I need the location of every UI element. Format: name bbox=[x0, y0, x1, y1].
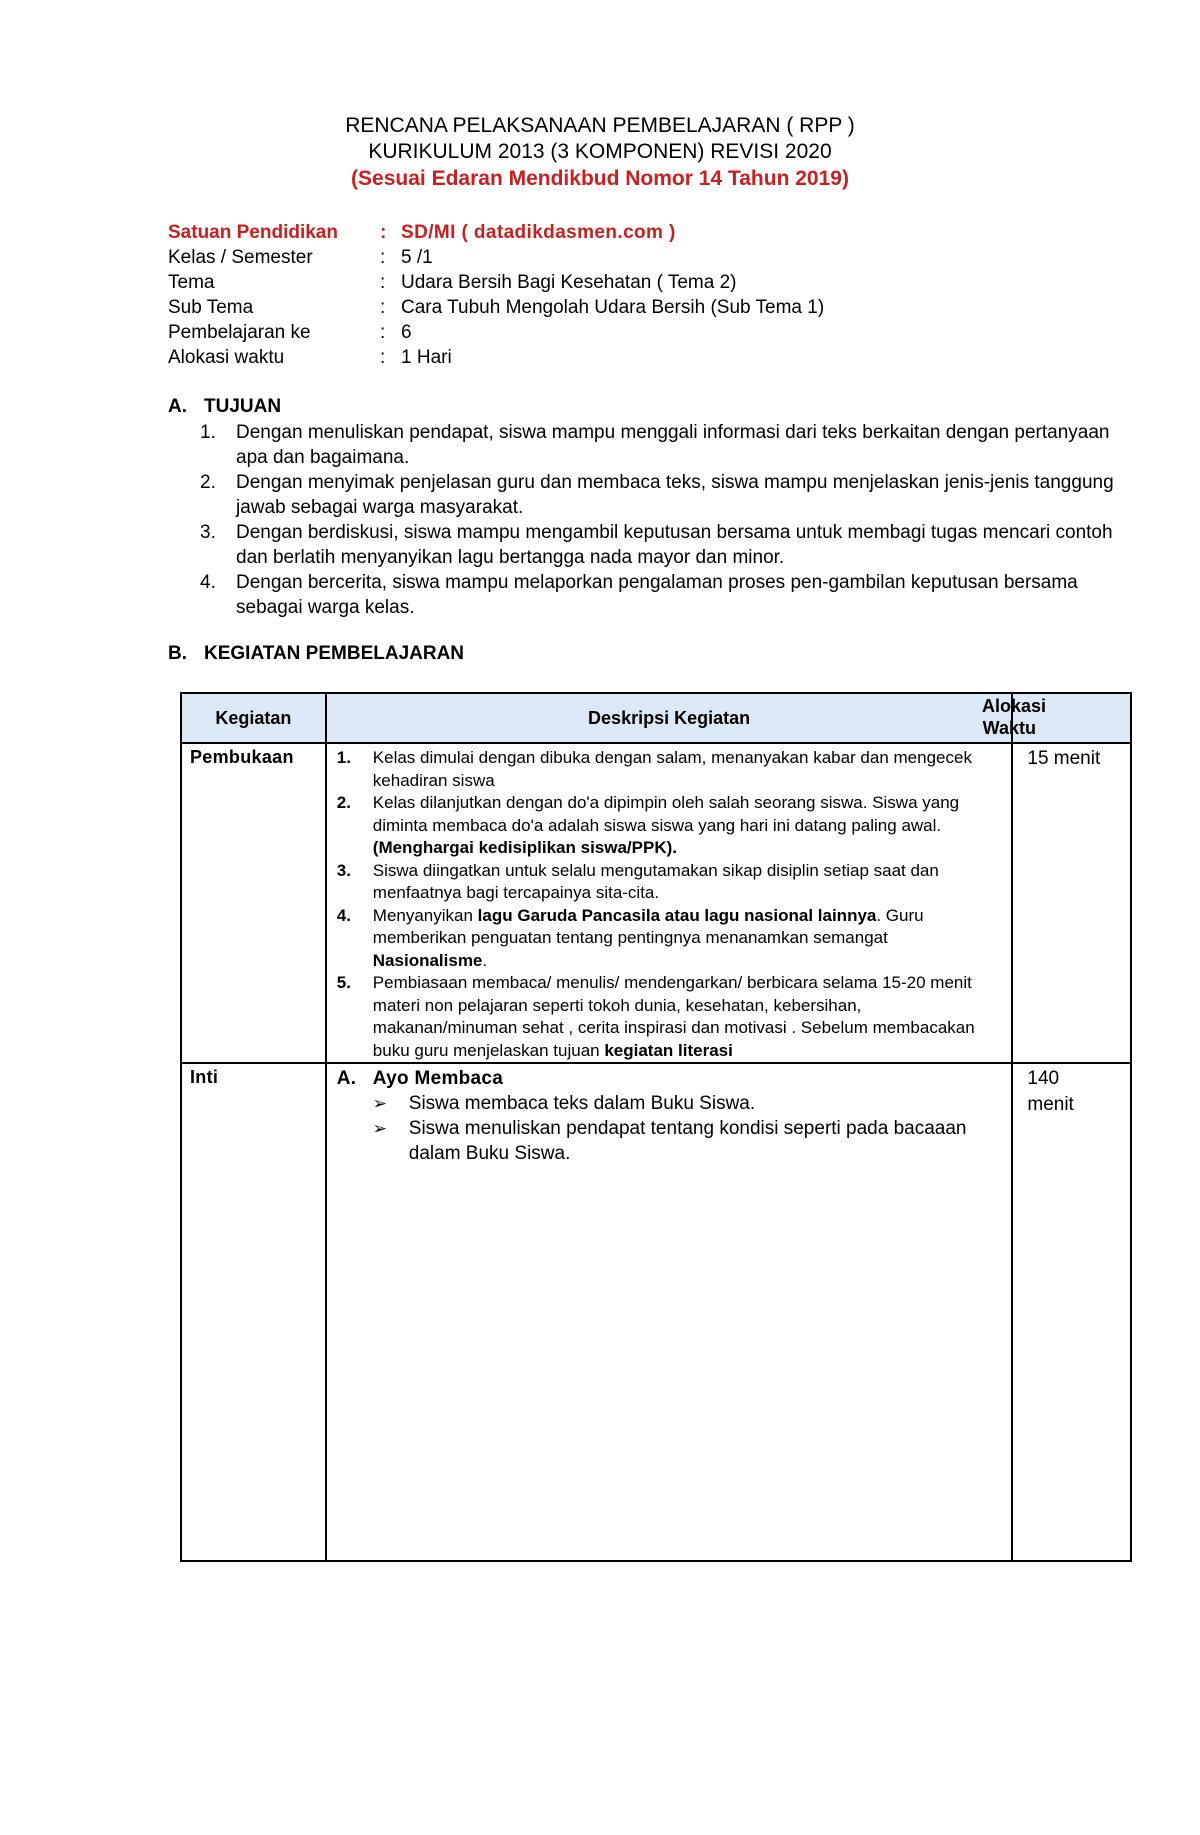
list-item bbox=[200, 470, 1120, 520]
meta-colon: : bbox=[380, 347, 386, 368]
bullet-text: Siswa membaca teks dalam Buku Siswa. bbox=[408, 1093, 756, 1114]
row-time-unit: menit bbox=[1027, 1094, 1074, 1115]
meta-colon: : bbox=[380, 322, 386, 343]
row-name-cell bbox=[181, 743, 326, 1063]
meta-row-tema bbox=[168, 272, 824, 297]
section-title: TUJUAN bbox=[204, 396, 282, 417]
section-heading-tujuan bbox=[168, 396, 281, 418]
meta-colon: : bbox=[380, 247, 386, 268]
step-text: Siswa diingatkan untuk selalu mengutamakan sikap disiplin setiap saat dan menfaatnya bagi tercapainya sita-cita. bbox=[372, 860, 939, 902]
step-text bbox=[373, 905, 1006, 973]
row-name-cell bbox=[181, 1063, 326, 1561]
item-number: 4. bbox=[200, 572, 216, 593]
meta-value: 1 Hari bbox=[401, 347, 452, 368]
arrow-bullet-icon: ➢ bbox=[372, 1119, 388, 1138]
doc-subtitle: KURIKULUM 2013 (3 KOMPONEN) REVISI 2020 bbox=[368, 140, 832, 163]
list-item bbox=[200, 520, 1120, 570]
step-text-part: . Guru memberikan penguatan tentang pentingnya menanamkan semangat bbox=[372, 905, 924, 947]
header-alokasi-line2: Waktu bbox=[982, 718, 1036, 738]
step-number: 4. bbox=[336, 905, 351, 925]
header-deskripsi: Deskripsi Kegiatan bbox=[326, 693, 1013, 743]
row-time-cell bbox=[1012, 743, 1131, 1063]
step-text-part: Kelas dilanjutkan dengan do'a dipimpin oleh salah seorang siswa. Siswa yang diminta membaca do'a adalah siswa siswa yang hari ini datang paling awal. bbox=[372, 793, 960, 835]
row-description-cell bbox=[326, 743, 1013, 1063]
item-number: 3. bbox=[200, 522, 216, 543]
meta-value: 5 /1 bbox=[401, 247, 433, 268]
goals-list bbox=[200, 420, 1120, 620]
meta-row-subtema bbox=[168, 297, 824, 322]
step-number: 2. bbox=[336, 793, 351, 812]
item-number: 1. bbox=[200, 422, 216, 443]
step-text-bold: lagu Garuda Pancasila atau lagu nasional lainnya bbox=[477, 905, 877, 925]
inti-content bbox=[327, 1064, 1012, 1166]
step-text-part: Menyanyikan bbox=[372, 905, 478, 925]
item-text: Dengan menyimak penjelasan guru dan membaca teks, siswa mampu menjelaskan jenis-jenis tanggung jawab sebagai warga masyarakat. bbox=[236, 472, 1114, 518]
meta-label: Tema bbox=[168, 272, 215, 293]
meta-value: Cara Tubuh Mengolah Udara Bersih (Sub Tema 1) bbox=[401, 297, 825, 318]
row-description-cell bbox=[326, 1063, 1013, 1561]
row-name: Pembukaan bbox=[190, 747, 294, 767]
list-item bbox=[337, 972, 1006, 1062]
step-text-bold: Nasionalisme bbox=[372, 950, 483, 970]
step-text bbox=[373, 792, 1006, 860]
meta-row-alokasi bbox=[168, 347, 824, 372]
sub-heading bbox=[337, 1066, 1006, 1091]
header-kegiatan: Kegiatan bbox=[181, 693, 326, 743]
meta-label: Sub Tema bbox=[168, 297, 254, 318]
row-time-cell bbox=[1012, 1063, 1131, 1561]
meta-colon: : bbox=[380, 297, 386, 318]
list-item bbox=[337, 1091, 1006, 1116]
list-item bbox=[337, 1116, 1006, 1166]
list-item bbox=[200, 570, 1120, 620]
row-time: 15 menit bbox=[1027, 748, 1101, 769]
table-header-row bbox=[181, 693, 1131, 743]
step-number: 1. bbox=[336, 748, 351, 767]
doc-note: (Sesuai Edaran Mendikbud Nomor 14 Tahun 2019) bbox=[351, 167, 849, 190]
steps-list bbox=[327, 744, 1012, 1062]
identity-block bbox=[168, 222, 824, 372]
row-name: Inti bbox=[190, 1067, 219, 1087]
list-item bbox=[337, 905, 1006, 973]
item-text: Dengan bercerita, siswa mampu melaporkan pengalaman proses pen-gambilan keputusan bersama sebagai warga kelas. bbox=[236, 572, 1078, 618]
item-number: 2. bbox=[200, 472, 216, 493]
meta-colon: : bbox=[380, 272, 386, 293]
meta-label: Kelas / Semester bbox=[168, 247, 313, 268]
list-item bbox=[337, 747, 1006, 792]
list-item bbox=[200, 420, 1120, 470]
meta-value: Udara Bersih Bagi Kesehatan ( Tema 2) bbox=[401, 272, 737, 293]
sub-number: A. bbox=[336, 1068, 357, 1089]
meta-value: SD/MI ( datadikdasmen.com ) bbox=[401, 222, 676, 243]
section-title: KEGIATAN PEMBELAJARAN bbox=[204, 643, 465, 664]
section-number: B. bbox=[168, 643, 187, 664]
table-row bbox=[181, 743, 1131, 1063]
bullet-text: Siswa menuliskan pendapat tentang kondisi seperti pada bacaaan dalam Buku Siswa. bbox=[408, 1118, 967, 1164]
list-item bbox=[337, 792, 1006, 860]
meta-colon: : bbox=[380, 222, 387, 243]
meta-label: Satuan Pendidikan bbox=[168, 222, 338, 243]
meta-value: 6 bbox=[401, 322, 412, 343]
row-time bbox=[1013, 1064, 1130, 1118]
section-heading-kegiatan bbox=[168, 643, 464, 665]
step-text-bold: kegiatan literasi bbox=[604, 1040, 733, 1060]
meta-row-pembelajaran bbox=[168, 322, 824, 347]
sub-title: Ayo Membaca bbox=[372, 1068, 504, 1089]
activity-table bbox=[180, 692, 1132, 1562]
meta-label: Alokasi waktu bbox=[168, 347, 285, 368]
item-text: Dengan menuliskan pendapat, siswa mampu menggali informasi dari teks berkaitan dengan pertanyaan apa dan bagaimana. bbox=[236, 422, 1110, 468]
meta-row-kelas bbox=[168, 247, 824, 272]
table-row bbox=[181, 1063, 1131, 1561]
arrow-bullet-icon: ➢ bbox=[372, 1094, 388, 1113]
step-text bbox=[373, 972, 1006, 1062]
list-item bbox=[337, 860, 1006, 905]
step-text: Kelas dimulai dengan dibuka dengan salam, menanyakan kabar dan mengecek kehadiran siswa bbox=[372, 748, 972, 790]
section-number: A. bbox=[168, 396, 187, 417]
row-time-value: 140 bbox=[1027, 1068, 1060, 1089]
header-alokasi-line1: Alokasi bbox=[981, 696, 1046, 716]
item-text: Dengan berdiskusi, siswa mampu mengambil keputusan bersama untuk membagi tugas mencari contoh dan berlatih menyanyikan lagu bertangga nada mayor dan minor. bbox=[236, 522, 1113, 568]
meta-row-satuan bbox=[168, 222, 824, 247]
step-number: 3. bbox=[336, 860, 351, 880]
doc-title: RENCANA PELAKSANAAN PEMBELAJARAN ( RPP ) bbox=[345, 114, 855, 137]
step-text-part: . bbox=[482, 950, 488, 970]
step-text-bold: (Menghargai kedisiplikan siswa/PPK). bbox=[372, 838, 677, 857]
header-alokasi bbox=[981, 693, 1131, 743]
step-text-part: Pembiasaan membaca/ menulis/ mendengarkan/ berbicara selama 15-20 menit materi non pelajaran seperti tokoh dunia, kesehatan, kebersihan, makanan/minuman sehat , cerita inspirasi dan motivasi . Sebelum membacakan buku guru menjelaskan tujuan bbox=[372, 973, 975, 1060]
step-number: 5. bbox=[336, 973, 351, 992]
meta-label: Pembelajaran ke bbox=[168, 322, 311, 343]
